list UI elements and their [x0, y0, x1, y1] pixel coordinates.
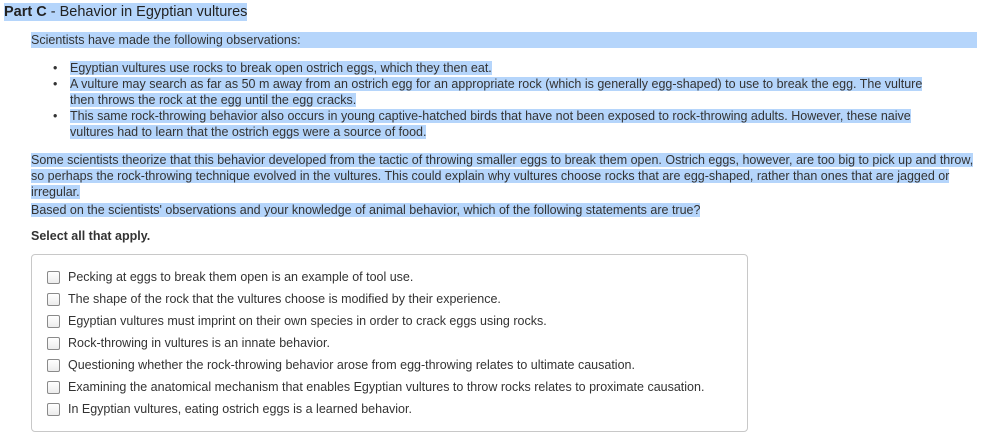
answer-option[interactable] [47, 290, 501, 308]
part-heading: Behavior in Egyptian vultures [59, 4, 248, 20]
theory-text: Some scientists theorize that this behavior developed from the tactic of throwing smaller eggs to break them open. Ostrich eggs, however, are too big to pick up and throw, so perhaps the rock-throwing technique evolved in the vultures. This could explain why vultures choose rocks that are egg-shaped, rather than ones that are jagged or irregular. [31, 153, 974, 199]
answer-option-label[interactable]: Examining the anatomical mechanism that enables Egyptian vultures to throw rocks relates to proximate causation. [68, 380, 705, 394]
answer-options-box [31, 254, 748, 432]
answer-option-label[interactable]: Egyptian vultures must imprint on their own species in order to crack eggs using rocks. [68, 314, 547, 328]
checkbox[interactable] [47, 403, 60, 416]
answer-option[interactable] [47, 312, 547, 330]
checkbox[interactable] [47, 271, 60, 284]
checkbox[interactable] [47, 315, 60, 328]
intro-text: Scientists have made the following observations: [31, 33, 301, 47]
checkbox[interactable] [47, 381, 60, 394]
answer-option-label[interactable]: Questioning whether the rock-throwing behavior arose from egg-throwing relates to ultimate causation. [68, 358, 635, 372]
bullet-icon: • [53, 109, 58, 123]
theory-paragraph [31, 152, 979, 200]
checkbox[interactable] [47, 359, 60, 372]
answer-option-label[interactable]: In Egyptian vultures, eating ostrich eggs is a learned behavior. [68, 402, 412, 416]
observation-item [52, 108, 932, 140]
answer-option[interactable] [47, 378, 704, 396]
observation-text: This same rock-throwing behavior also occurs in young captive-hatched birds that have not been exposed to rock-throwing adults. However, these naive vultures had to learn that the ostrich eggs were a source of food. [70, 109, 911, 139]
answer-option-label[interactable]: Pecking at eggs to break them open is an example of tool use. [68, 270, 414, 284]
question-paragraph [31, 202, 700, 218]
answer-option[interactable] [47, 334, 330, 352]
answer-option[interactable] [47, 400, 412, 418]
question-text: Based on the scientists' observations and your knowledge of animal behavior, which of the following statements are true? [31, 203, 701, 217]
checkbox[interactable] [47, 337, 60, 350]
observation-item [52, 76, 932, 108]
observation-text: Egyptian vultures use rocks to break open ostrich eggs, which they then eat. [70, 61, 492, 75]
select-all-instruction: Select all that apply. [31, 229, 151, 243]
observations-list [52, 60, 932, 140]
observation-item [52, 60, 932, 76]
bullet-icon: • [53, 77, 58, 91]
observation-text: A vulture may search as far as 50 m away from an ostrich egg for an appropriate rock (which is generally egg-shaped) to use to break the egg. The vulture then throws the rock at the egg until the egg cracks. [70, 77, 923, 107]
title-separator: - [46, 4, 60, 20]
checkbox[interactable] [47, 293, 60, 306]
answer-option[interactable] [47, 268, 413, 286]
part-title [4, 3, 247, 21]
answer-option[interactable] [47, 356, 635, 374]
part-label: Part C [4, 4, 47, 20]
bullet-icon: • [53, 61, 58, 75]
answer-option-label[interactable]: The shape of the rock that the vultures choose is modified by their experience. [68, 292, 501, 306]
answer-option-label[interactable]: Rock-throwing in vultures is an innate behavior. [68, 336, 330, 350]
